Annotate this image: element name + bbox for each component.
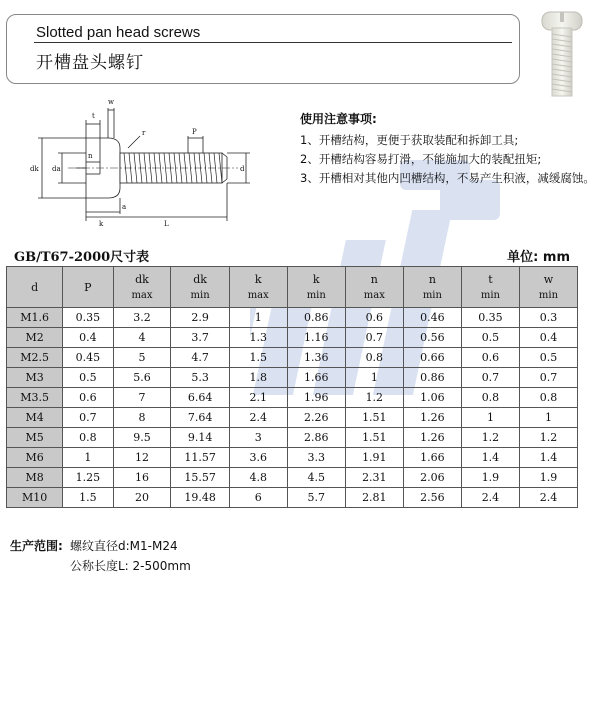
value-cell: 1 <box>345 368 403 388</box>
value-cell: 2.1 <box>229 388 287 408</box>
value-cell: 1.66 <box>403 448 461 468</box>
title-english: Slotted pan head screws <box>36 24 201 41</box>
value-cell: 0.5 <box>519 348 577 368</box>
value-cell: 1.2 <box>519 428 577 448</box>
table-row <box>7 368 578 388</box>
value-cell: 1.91 <box>345 448 403 468</box>
label-r: r <box>142 129 146 137</box>
value-cell: 5.7 <box>287 488 345 508</box>
value-cell: 3.7 <box>171 328 229 348</box>
value-cell: 19.48 <box>171 488 229 508</box>
value-cell: 1.2 <box>345 388 403 408</box>
value-cell: 1.36 <box>287 348 345 368</box>
header-cell: dk min <box>171 267 229 308</box>
value-cell: 5.3 <box>171 368 229 388</box>
value-cell: 0.6 <box>461 348 519 368</box>
value-cell: 1.9 <box>519 468 577 488</box>
value-cell: 3.2 <box>113 308 171 328</box>
title-chinese: 开槽盘头螺钉 <box>36 53 144 73</box>
value-cell: 0.5 <box>461 328 519 348</box>
value-cell: 6.64 <box>171 388 229 408</box>
value-cell: 16 <box>113 468 171 488</box>
value-cell: 5.6 <box>113 368 171 388</box>
value-cell: 0.35 <box>461 308 519 328</box>
production-label: 生产范围: <box>10 539 63 553</box>
size-cell: M8 <box>7 468 63 488</box>
value-cell: 0.4 <box>63 328 113 348</box>
value-cell: 9.14 <box>171 428 229 448</box>
dimension-table <box>6 266 578 508</box>
value-cell: 2.86 <box>287 428 345 448</box>
label-t: t <box>92 112 95 120</box>
value-cell: 1.96 <box>287 388 345 408</box>
label-L: L <box>164 220 169 228</box>
label-da: da <box>52 165 61 173</box>
value-cell: 0.6 <box>63 388 113 408</box>
value-cell: 9.5 <box>113 428 171 448</box>
value-cell: 1.4 <box>461 448 519 468</box>
usage-notes <box>300 110 598 188</box>
header-cell: P <box>63 267 113 308</box>
label-w: w <box>108 98 114 106</box>
value-cell: 0.7 <box>519 368 577 388</box>
value-cell: 20 <box>113 488 171 508</box>
size-cell: M5 <box>7 428 63 448</box>
label-dk: dk <box>30 165 39 173</box>
table-row <box>7 308 578 328</box>
value-cell: 1.26 <box>403 428 461 448</box>
unit-label: 单位: mm <box>507 250 570 265</box>
table-row <box>7 448 578 468</box>
header-cell: d <box>7 267 63 308</box>
label-d: d <box>240 165 245 173</box>
label-a: a <box>122 203 127 211</box>
header-cell: w min <box>519 267 577 308</box>
table-row <box>7 488 578 508</box>
header-cell: k max <box>229 267 287 308</box>
value-cell: 2.81 <box>345 488 403 508</box>
value-cell: 0.35 <box>63 308 113 328</box>
value-cell: 3.6 <box>229 448 287 468</box>
value-cell: 0.86 <box>403 368 461 388</box>
header-cell: t min <box>461 267 519 308</box>
value-cell: 1 <box>461 408 519 428</box>
value-cell: 0.56 <box>403 328 461 348</box>
nominal-length-range: 公称长度L: 2-500mm <box>70 559 191 573</box>
value-cell: 0.7 <box>461 368 519 388</box>
header-cell: dk max <box>113 267 171 308</box>
value-cell: 0.3 <box>519 308 577 328</box>
value-cell: 4.5 <box>287 468 345 488</box>
value-cell: 1.2 <box>461 428 519 448</box>
title-divider <box>34 42 512 43</box>
value-cell: 7.64 <box>171 408 229 428</box>
size-cell: M6 <box>7 448 63 468</box>
thread-diameter-range: 螺纹直径d:M1-M24 <box>70 539 178 553</box>
value-cell: 2.4 <box>229 408 287 428</box>
size-cell: M3 <box>7 368 63 388</box>
value-cell: 7 <box>113 388 171 408</box>
table-header-row <box>7 267 578 308</box>
table-row <box>7 328 578 348</box>
value-cell: 8 <box>113 408 171 428</box>
value-cell: 3.3 <box>287 448 345 468</box>
value-cell: 0.8 <box>461 388 519 408</box>
value-cell: 1.8 <box>229 368 287 388</box>
value-cell: 15.57 <box>171 468 229 488</box>
value-cell: 2.9 <box>171 308 229 328</box>
size-cell: M1.6 <box>7 308 63 328</box>
value-cell: 2.4 <box>461 488 519 508</box>
value-cell: 1.25 <box>63 468 113 488</box>
value-cell: 2.31 <box>345 468 403 488</box>
value-cell: 0.6 <box>345 308 403 328</box>
table-row <box>7 428 578 448</box>
table-row <box>7 468 578 488</box>
value-cell: 0.4 <box>519 328 577 348</box>
size-cell: M10 <box>7 488 63 508</box>
value-cell: 2.26 <box>287 408 345 428</box>
value-cell: 0.45 <box>63 348 113 368</box>
value-cell: 4 <box>113 328 171 348</box>
value-cell: 1.3 <box>229 328 287 348</box>
value-cell: 4.7 <box>171 348 229 368</box>
value-cell: 1 <box>63 448 113 468</box>
value-cell: 1.26 <box>403 408 461 428</box>
size-cell: M2.5 <box>7 348 63 368</box>
value-cell: 1.51 <box>345 428 403 448</box>
screw-photo <box>532 6 596 100</box>
table-row <box>7 408 578 428</box>
note-item: 3、开槽相对其他内凹槽结构，不易产生积液，减缓腐蚀。 <box>300 171 595 185</box>
value-cell: 5 <box>113 348 171 368</box>
value-cell: 2.56 <box>403 488 461 508</box>
value-cell: 12 <box>113 448 171 468</box>
label-n: n <box>88 152 93 160</box>
note-item: 1、开槽结构，更便于获取装配和拆卸工具; <box>300 133 519 147</box>
value-cell: 1 <box>229 308 287 328</box>
value-cell: 1.9 <box>461 468 519 488</box>
production-range <box>10 536 191 576</box>
header-cell: n max <box>345 267 403 308</box>
value-cell: 1.51 <box>345 408 403 428</box>
size-cell: M3.5 <box>7 388 63 408</box>
value-cell: 0.7 <box>63 408 113 428</box>
value-cell: 6 <box>229 488 287 508</box>
value-cell: 1.4 <box>519 448 577 468</box>
label-P: P <box>192 128 197 136</box>
screw-technical-drawing <box>28 96 260 236</box>
header-cell: n min <box>403 267 461 308</box>
size-cell: M4 <box>7 408 63 428</box>
value-cell: 0.66 <box>403 348 461 368</box>
notes-title: 使用注意事项: <box>300 112 377 126</box>
value-cell: 0.86 <box>287 308 345 328</box>
value-cell: 0.5 <box>63 368 113 388</box>
value-cell: 4.8 <box>229 468 287 488</box>
table-row <box>7 348 578 368</box>
value-cell: 2.4 <box>519 488 577 508</box>
value-cell: 0.46 <box>403 308 461 328</box>
value-cell: 1.66 <box>287 368 345 388</box>
value-cell: 0.8 <box>63 428 113 448</box>
note-item: 2、开槽结构容易打滑，不能施加大的装配扭矩; <box>300 152 542 166</box>
value-cell: 11.57 <box>171 448 229 468</box>
value-cell: 0.8 <box>345 348 403 368</box>
standard-label: GB/T67-2000尺寸表 <box>14 250 150 265</box>
size-cell: M2 <box>7 328 63 348</box>
value-cell: 1.5 <box>229 348 287 368</box>
value-cell: 3 <box>229 428 287 448</box>
value-cell: 1.06 <box>403 388 461 408</box>
value-cell: 0.8 <box>519 388 577 408</box>
table-row <box>7 388 578 408</box>
label-k: k <box>99 220 104 228</box>
value-cell: 1.5 <box>63 488 113 508</box>
value-cell: 0.7 <box>345 328 403 348</box>
header-cell: k min <box>287 267 345 308</box>
value-cell: 1 <box>519 408 577 428</box>
value-cell: 1.16 <box>287 328 345 348</box>
value-cell: 2.06 <box>403 468 461 488</box>
